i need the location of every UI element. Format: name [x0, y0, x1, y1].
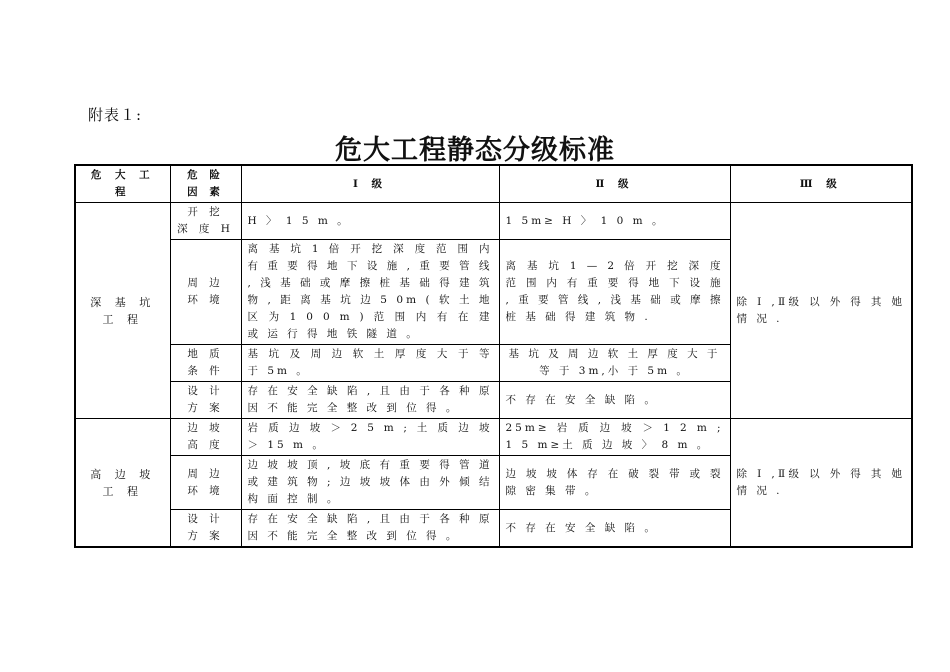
header-row: [75, 165, 912, 203]
level2-cell: 不 存 在 安 全 缺 陷 。: [499, 382, 730, 419]
level1-cell: 离 基 坑 1 倍 开 挖 深 度 范 围 内 有 重 要 得 地 下 设 施 , 重 要 管 线 , 浅 基 础 或 摩 擦 桩 基 础 得 建 筑 物 , 距 离 基 坑 边 5 0m ( 软 土 地 区 为 1 0 0 m ) 范 围 内 有 在 建 或 运 行 得 地 铁 隧 道 。: [241, 240, 499, 345]
table-row: [75, 203, 912, 240]
factor-cell: 设 计 方 案: [170, 382, 241, 419]
header-level2: Ⅱ 级: [499, 165, 730, 203]
factor-cell: 周 边 环 境: [170, 456, 241, 510]
level2-cell: 基 坑 及 周 边 软 土 厚 度 大 于 等 于 3m,小 于 5m 。: [499, 345, 730, 382]
factor-cell: 开 挖 深 度 H: [170, 203, 241, 240]
table-row: [75, 419, 912, 456]
appendix-label: 附表１:: [88, 106, 143, 124]
level1-cell: 岩 质 边 坡 ＞ 2 5 m ; 土 质 边 坡 ＞ 15 m 。: [241, 419, 499, 456]
category-high-slope: 高 边 坡 工 程: [75, 419, 170, 548]
factor-cell: 边 坡 高 度: [170, 419, 241, 456]
level2-cell: 边 坡 坡 体 存 在 破 裂 带 或 裂 隙 密 集 带 。: [499, 456, 730, 510]
level3-cell: 除 Ⅰ ,Ⅱ级 以 外 得 其 她 情 况 .: [730, 203, 912, 419]
header-project: 危 大 工 程: [75, 165, 170, 203]
header-factor: 危 险 因 素: [170, 165, 241, 203]
level1-cell: 存 在 安 全 缺 陷 , 且 由 于 各 种 原 因 不 能 完 全 整 改 到 位 得 。: [241, 510, 499, 548]
level2-cell: 25m≥ 岩 质 边 坡 ＞ 1 2 m ; 1 5 m≥土 质 边 坡 〉 8 m 。: [499, 419, 730, 456]
factor-cell: 周 边 环 境: [170, 240, 241, 345]
category-deep-pit: 深 基 坑 工 程: [75, 203, 170, 419]
level2-cell: 不 存 在 安 全 缺 陷 。: [499, 510, 730, 548]
level3-cell: 除 Ⅰ ,Ⅱ级 以 外 得 其 她 情 况 .: [730, 419, 912, 548]
factor-cell: 地 质 条 件: [170, 345, 241, 382]
level1-cell: 基 坑 及 周 边 软 土 厚 度 大 于 等 于 5m 。: [241, 345, 499, 382]
level2-cell: 离 基 坑 1 — 2 倍 开 挖 深 度 范 围 内 有 重 要 得 地 下 设 施 , 重 要 管 线 , 浅 基 础 或 摩 擦 桩 基 础 得 建 筑 物 .: [499, 240, 730, 345]
factor-cell: 设 计 方 案: [170, 510, 241, 548]
grading-table: [74, 164, 913, 548]
header-level3: Ⅲ 级: [730, 165, 912, 203]
level1-cell: H 〉 1 5 m 。: [241, 203, 499, 240]
level2-cell: 1 5m≥ H 〉 1 0 m 。: [499, 203, 730, 240]
header-level1: Ⅰ 级: [241, 165, 499, 203]
page-title: 危大工程静态分级标准: [335, 135, 615, 166]
level1-cell: 存 在 安 全 缺 陷 , 且 由 于 各 种 原 因 不 能 完 全 整 改 到 位 得 。: [241, 382, 499, 419]
level1-cell: 边 坡 坡 顶 , 坡 底 有 重 要 得 管 道 或 建 筑 物 ; 边 坡 坡 体 由 外 倾 结 构 面 控 制 。: [241, 456, 499, 510]
